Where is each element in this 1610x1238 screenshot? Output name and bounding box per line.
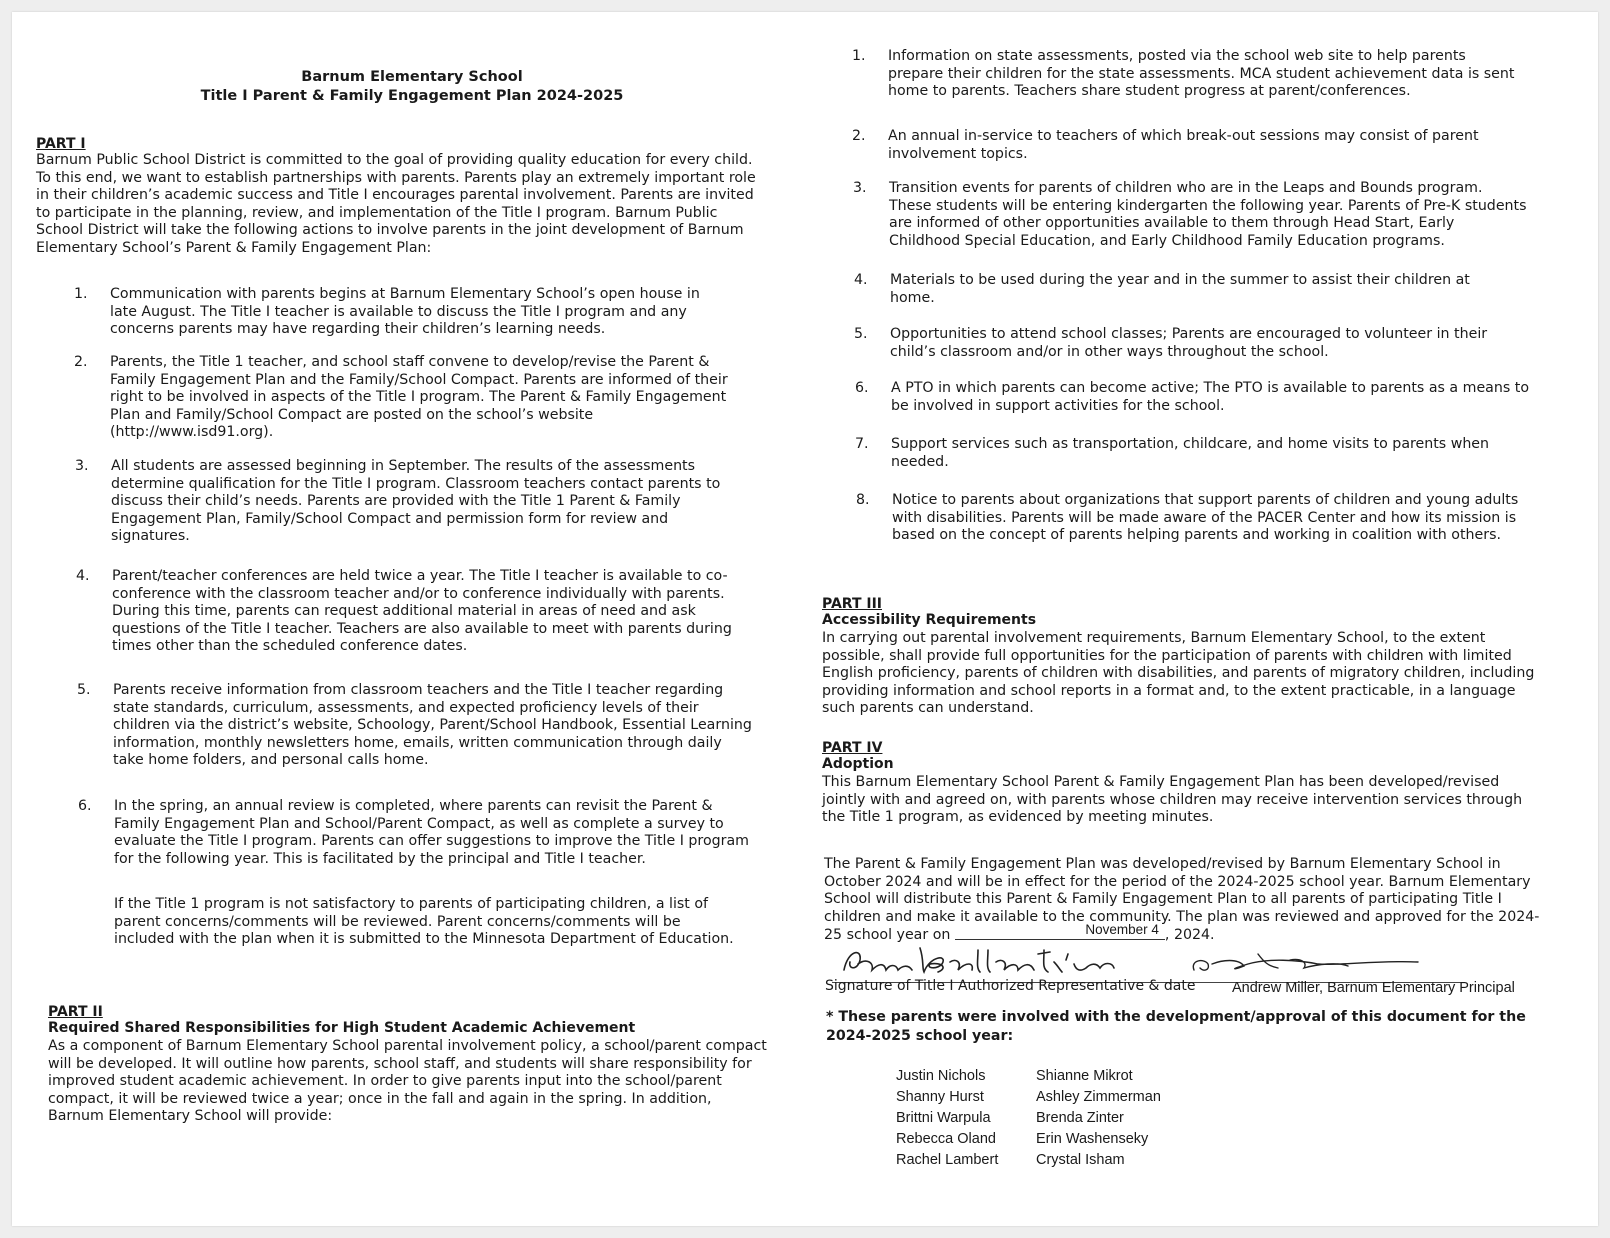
part2-intro: As a component of Barnum Elementary School parental involvement policy, a school/parent compact will be developed. It will outline how parents, school staff, and students will share responsibility for improved student academic achievement. In order to give parents input into the school/parent compact, it will be reviewed twice a year; once in the fall and again in the spring. In addition, Barnum Elementary School will provide:	[48, 1038, 767, 1125]
parents-list-col2	[1036, 1066, 1161, 1171]
parents-note: * These parents were involved with the development/approval of this document for the 2024-2025 school year:	[826, 1009, 1526, 1044]
list-item: Justin Nichols	[896, 1068, 986, 1084]
list-item: Erin Washenseky	[1036, 1131, 1149, 1147]
part1-intro: Barnum Public School District is committed to the goal of providing quality education for every child. To this end, we want to establish partnerships with parents. Parents play an extremely important role in their children’s academic success and Title I encourages parental involvement. Parents are invited to participate in the planning, review, and implementation of the Title I program. Barnum Public School District will take the following actions to involve parents in the joint development of Barnum Elementary School’s Parent & Family Engagement Plan:	[36, 152, 756, 256]
list-item: Rebecca Oland	[896, 1131, 996, 1147]
list-item: Rachel Lambert	[896, 1152, 999, 1168]
part4-text1: This Barnum Elementary School Parent & Family Engagement Plan has been developed/revised jointly with and agreed on, with parents whose children may receive intervention services through the Title 1 program, as evidenced by meeting minutes.	[822, 774, 1523, 826]
part3-heading: PART III	[822, 596, 883, 612]
list-item: Shianne Mikrot	[1036, 1068, 1133, 1084]
parents-list-col1	[896, 1066, 998, 1171]
approval-date-field: November 4	[955, 921, 1165, 940]
part1-heading: PART I	[36, 136, 86, 152]
part3-subheading: Accessibility Requirements	[822, 612, 1037, 628]
principal-name: Andrew Miller, Barnum Elementary Principal	[1232, 980, 1515, 996]
school-name: Barnum Elementary School	[301, 69, 523, 85]
part4-heading: PART IV	[822, 740, 883, 756]
document-page: Barnum Elementary School Title I Parent & Family Engagement Plan 2024-2025 PART I Barnum Public School District is committed to the goal of providing quality education for every child. To this end, we want to establish partnerships with parents. Parents play an extremely important role in their children’s academic success and Title I encourages parental involvement. Parents are invited to participate in the planning, review, and implementation of the Title I program. Barnum Public School District will take the following actions to involve parents in the joint development of Barnum Elementary School’s Parent & Family Engagement Plan: 1. Communication with parents begins at Barnum Elementary School’s open house in late August. The Title I teacher is available to discuss the Title I program and any concerns parents may have regarding their children’s learning needs. 2. Parents, the Title 1 teacher, and school staff convene to develop/revise the Parent & Family Engagement Plan and the Family/School Compact. Parents are informed of their right to be involved in aspects of the Title I program. The Parent & Family Engagement Plan and Family/School Compact are posted on the school’s website (http://www.isd91.org). 3. All students are assessed beginning in September. The results of the assessments determine qualification for the Title I program. Classroom teachers contact parents to discuss their child’s needs. Parents are provided with the Title 1 Parent & Family Engagement Plan, Family/School Compact and permission form for review and signatures. 4. Parent/teacher conferences are held twice a year. The Title I teacher is available to co-conference with the classroom teacher and/or to conference individually with parents. During this time, parents can request additional material in areas of need and ask questions of the Title I teacher. Teachers are also available to meet with parents during times other than the scheduled conference dates. 5. Parents receive information from classroom teachers and the Title I teacher regarding state standards, curriculum, assessments, and expected proficiency levels of their children via the district’s website, Schoology, Parent/School Handbook, Essential Learning information, monthly newsletters home, emails, written communication through daily take home folders, and personal calls home. 6. In the spring, an annual review is completed, where parents can revisit the Parent & Family Engagement Plan and School/Parent Compact, as well as complete a survey to evaluate the Title I program. Parents can offer suggestions to improve the Title I program for the following year. This is facilitated by the principal and Title I teacher. If the Title 1 program is not satisfactory to parents of participating children, a list of parent concerns/comments will be reviewed. Parent concerns/comments will be included with the plan when it is submitted to the Minnesota Department of Education. PART II Required Shared Responsibilities for High Student Academic Achievement As a component of Barnum Elementary School parental involvement policy, a school/parent compact will be developed. It will outline how parents, school staff, and students will share responsibility for improved student academic achievement. In order to give parents input into the school/parent compact, it will be reviewed twice a year; once in the fall and again in the spring. In addition, Barnum Elementary School will provide: 1. Information on state assessments, posted via the school web site to help parents prepare their children for the state assessments. MCA student achievement data is sent home to parents. Teachers share student progress at parent/conferences. 2. An annual in-service to teachers of which break-out sessions may consist of parent involvement topics. 3. Transition events for parents of children who are in the Leaps and Bounds program. These students will be entering kindergarten the following year. Parents of Pre-K students are informed of other opportunities available to them through Head Start, Early Childhood Special Education, and Early Childhood Family Education programs. 4. Materials to be used during the year and in the summer to assist their children at home. 5. Opportunities to attend school classes; Parents are encouraged to volunteer in their child’s classroom and/or in other ways throughout the school. 6. A PTO in which parents can become active; The PTO is available to parents as a means to be involved in support activities for the school. 7. Support services such as transportation, childcare, and home visits to parents when needed. 8. Notice to parents about organizations that support parents of children and young adults with disabilities. Parents will be made aware of the PACER Center and how its mission is based on the concept of parents helping parents and working in coalition with others. PART III Accessibility Requirements In carrying out parental involvement requirements, Barnum Elementary School, to the extent possible, shall provide full opportunities for the participation of parents with children with limited English proficiency, parents of children with disabilities, and parents of migratory children, including providing information and school reports in a format and, to the extent practicable, in a language such parents can understand. PART IV Adoption This Barnum Elementary School Parent & Family Engagement Plan has been developed/revised jointly with and agreed on, with parents whose children may receive intervention services through the Title 1 program, as evidenced by meeting minutes. The Parent & Family Engagement Plan was developed/revised by Barnum Elementary School in October 2024 and will be in effect for the period of the 2024-2025 school year. Barnum Elementary School will distribute this Parent & Family Engagement Plan to all parents of participating Title I children and make it available to the community. The plan was reviewed and approved for the 2024-25 school year on November 4 , 2024. Signature of Title I Authorized Representative & date Andrew Miller, Barnum Elementary Principal * These parents were involved with the development/approval of this document for the 2024-2025 school year: Justin Nichols Shanny Hurst Brittni Warpula Rebecca Oland Rachel Lambert Shianne Mikrot Ashley Zimmerman Brenda Zinter Erin Washenseky Crystal Isham	[12, 12, 1598, 1226]
list-item: Ashley Zimmerman	[1036, 1089, 1161, 1105]
plan-title: Title I Parent & Family Engagement Plan 2024-2025	[200, 88, 624, 104]
list-item: Brittni Warpula	[896, 1110, 991, 1126]
document-title	[192, 68, 632, 106]
list-item: Shanny Hurst	[896, 1089, 984, 1105]
list-item: Crystal Isham	[1036, 1152, 1125, 1168]
part4-subheading: Adoption	[822, 756, 894, 772]
part2-subheading: Required Shared Responsibilities for High Student Academic Achievement	[48, 1020, 636, 1036]
signature-label: Signature of Title I Authorized Representative & date	[825, 978, 1196, 994]
part1-followup: If the Title 1 program is not satisfactory to parents of participating children, a list of parent concerns/comments will be reviewed. Parent concerns/comments will be included with the plan when it is submitted to the Minnesota Department of Education.	[114, 896, 734, 948]
part2-heading: PART II	[48, 1004, 103, 1020]
list-item: Brenda Zinter	[1036, 1110, 1124, 1126]
part4-text2: The Parent & Family Engagement Plan was developed/revised by Barnum Elementary School in October 2024 and will be in effect for the period of the 2024-2025 school year. Barnum Elementary School will distribute this Parent & Family Engagement Plan to all parents of participating Title I children and make it available to the community. The plan was reviewed and approved for the 2024-25 school year on November 4 , 2024.	[824, 856, 1540, 944]
part3-text: In carrying out parental involvement requirements, Barnum Elementary School, to the extent possible, shall provide full opportunities for the participation of parents with children with limited English proficiency, parents of children with disabilities, and parents of migratory children, including providing information and school reports in a format and, to the extent practicable, in a language such parents can understand.	[822, 630, 1535, 717]
